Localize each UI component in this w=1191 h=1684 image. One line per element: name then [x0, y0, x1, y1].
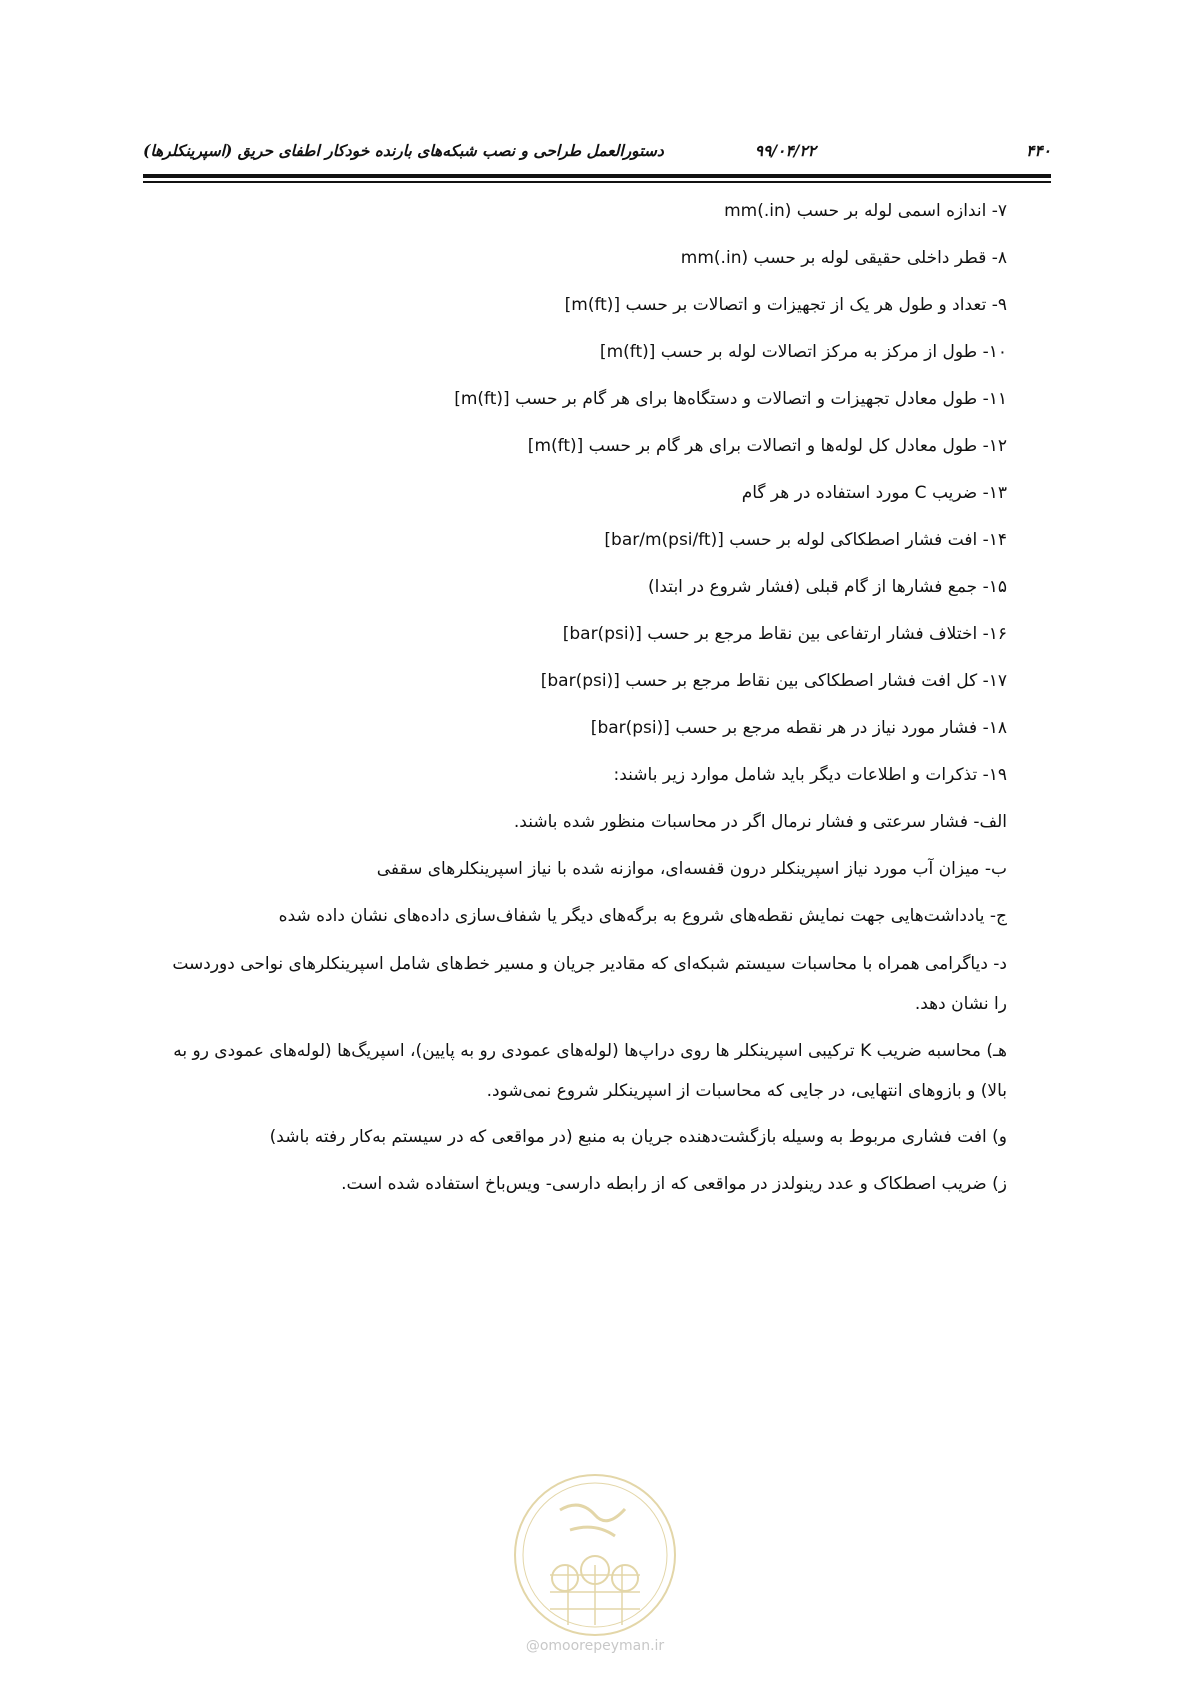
list-item: ۱۴- افت فشار اصطکاکی لوله بر حسب [bar/m(psi/ft)]: [604, 530, 1007, 550]
note-item: د- دیاگرامی همراه با محاسبات سیستم شبکه‌ای که مقادیر جریان و مسیر خط‌های شامل اسپرینکلرهای نواحی دوردست را نشان دهد.: [172, 954, 1007, 1014]
header-rule-thick: [143, 174, 1051, 178]
list-item: ۸- قطر داخلی حقیقی لوله بر حسب (in.)mm: [680, 248, 1007, 268]
page-body: [158, 188, 1038, 1208]
note-item: ز) ضریب اصطکاک و عدد رینولدز در مواقعی که از رابطه دارسی- ویس‌باخ استفاده شده است.: [341, 1174, 1007, 1194]
note-item: و) افت فشاری مربوط به وسیله بازگشت‌دهنده جریان به منبع (در مواقعی که در سیستم به‌کار رفته باشد): [269, 1127, 1007, 1147]
list-item: ۱۲- طول معادل کل لوله‌ها و اتصالات برای هر گام بر حسب [m(ft)]: [527, 436, 1007, 456]
note-item: هـ) محاسبه ضریب K ترکیبی اسپرینکلر ها روی دراپ‌ها (لوله‌های عمودی رو به پایین)، اسپریگ‌ها (لوله‌های عمودی رو به بالا) و بازوهای انتهایی، در جایی که محاسبات از اسپرینکلر شروع نمی‌شود.: [173, 1041, 1007, 1101]
watermark-url: @omoorepeyman.ir: [525, 1638, 665, 1654]
list-item: ۱۷- کل افت فشار اصطکاکی بین نقاط مرجع بر حسب [bar(psi)]: [540, 671, 1007, 691]
list-item: ۱۹- تذکرات و اطلاعات دیگر باید شامل موارد زیر باشند:: [613, 765, 1007, 785]
list-item: ۱۸- فشار مورد نیاز در هر نقطه مرجع بر حسب [bar(psi)]: [590, 718, 1007, 738]
note-item: ج- یادداشت‌هایی جهت نمایش نقطه‌های شروع به برگه‌های دیگر یا شفاف‌سازی داده‌های نشان داده شده: [278, 906, 1007, 926]
header-title: دستورالعمل طراحی و نصب شبکه‌های بارنده خودکار اطفای حریق (اسپرینکلرها): [143, 141, 664, 160]
header-date: ۹۹/۰۴/۲۲: [754, 141, 816, 160]
note-item: ب- میزان آب مورد نیاز اسپرینکلر درون قفسه‌ای، موازنه شده با نیاز اسپرینکلرهای سقفی: [376, 859, 1007, 879]
list-item: ۱۳- ضریب C مورد استفاده در هر گام: [741, 483, 1007, 503]
list-item: ۹- تعداد و طول هر یک از تجهیزات و اتصالات بر حسب [m(ft)]: [564, 295, 1007, 315]
page-number: ۴۴۰: [1026, 141, 1051, 160]
list-item: ۱۰- طول از مرکز به مرکز اتصالات لوله بر حسب [m(ft)]: [599, 342, 1007, 362]
header-rule-thin: [143, 181, 1051, 183]
note-item: الف- فشار سرعتی و فشار نرمال اگر در محاسبات منظور شده باشند.: [513, 812, 1007, 832]
list-item: ۱۶- اختلاف فشار ارتفاعی بین نقاط مرجع بر حسب [bar(psi)]: [562, 624, 1007, 644]
watermark-logo-icon: [510, 1470, 680, 1640]
page-header: [143, 130, 1051, 170]
list-item: ۷- اندازه اسمی لوله بر حسب (in.)mm: [724, 201, 1007, 221]
list-item: ۱۱- طول معادل تجهیزات و اتصالات و دستگاه‌ها برای هر گام بر حسب [m(ft)]: [454, 389, 1007, 409]
list-item: ۱۵- جمع فشارها از گام قبلی (فشار شروع در ابتدا): [648, 577, 1007, 597]
